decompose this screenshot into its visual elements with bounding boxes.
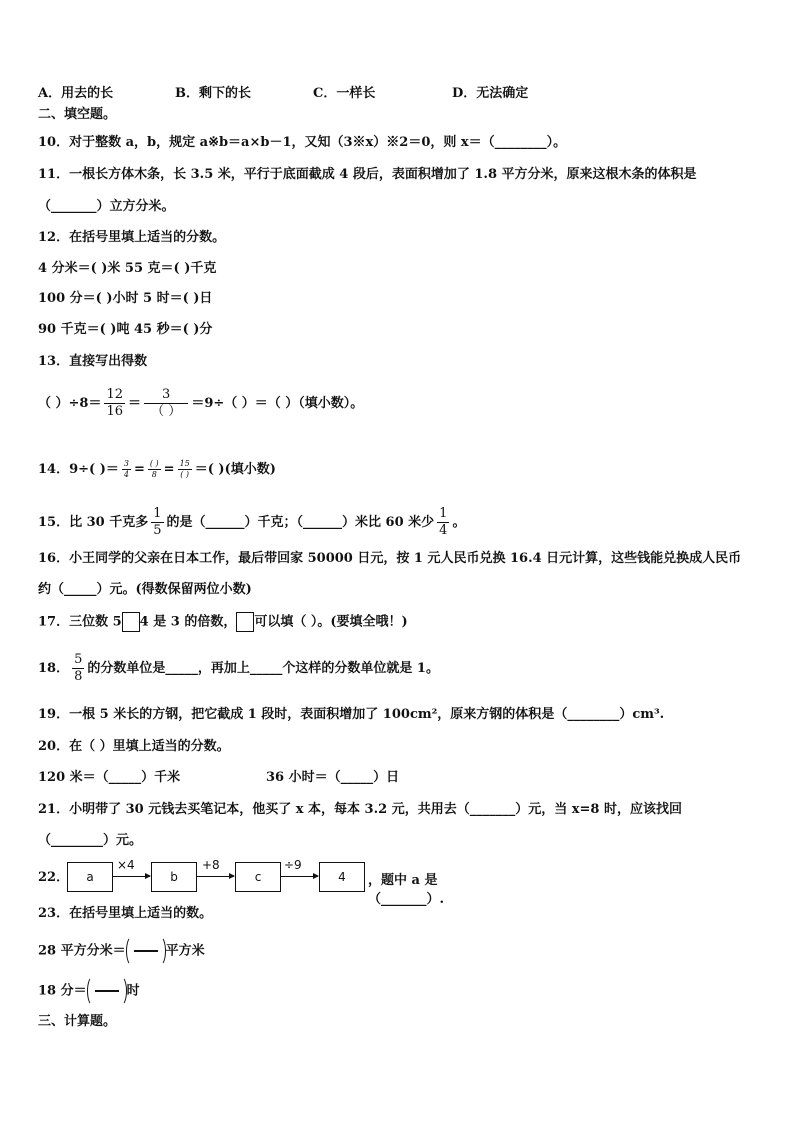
q14-f1-denominator: 4 [123, 470, 129, 479]
option-d: D．无法确定 [452, 86, 529, 101]
flow-arrow-1 [113, 876, 150, 877]
q23-b-right: 时 [126, 983, 140, 999]
question-12-row1: 4 分米＝( )米 55 克＝( )千克 [38, 261, 217, 276]
q18-denominator: 8 [74, 669, 83, 684]
question-10: 10．对于整数 a，b，规定 a※b＝a×b－1，又知（3※x）※2＝0，则 x＝（________）。 [38, 135, 567, 150]
q14-fraction-1 [122, 459, 131, 480]
q17-part-b: 4 是 3 的倍数， [139, 614, 237, 630]
question-20-a: 120 米＝（_____）千米 [38, 770, 181, 785]
flow-op-divide: ÷9 [284, 858, 302, 872]
q13-fraction-2 [144, 387, 188, 420]
question-13-expression [38, 384, 363, 424]
q17-part-c: 可以填（ ）。(要填全哦！) [254, 614, 408, 630]
option-c: C．一样长 [313, 86, 376, 101]
q23-a-right: 平方米 [165, 943, 205, 959]
q14-part-a: 14．9÷( )＝ [38, 462, 119, 477]
q15-f2-numerator: 1 [439, 506, 448, 521]
question-11-line2: （_______）立方分米。 [38, 199, 175, 214]
flow-box-a: a [67, 862, 113, 892]
q13-f2-numerator: 3 [144, 387, 188, 404]
q14-fraction-3 [178, 459, 192, 480]
question-12-row2: 100 分＝( )小时 5 时＝( )日 [38, 291, 213, 306]
question-15 [38, 504, 465, 542]
q14-f3-denominator: ( ) [180, 470, 190, 479]
question-22-number: 22． [38, 870, 70, 885]
question-20: 20．在（ ）里填上适当的分数。 [38, 739, 230, 754]
q15-part-b: 的是（______）千克；（______）米比 60 米少 [166, 515, 435, 530]
q14-f3-numerator: 15 [179, 459, 190, 468]
q13-fraction-1 [104, 387, 125, 420]
question-17 [38, 612, 408, 633]
q14-f2-numerator: ( ) [149, 459, 159, 468]
q15-f1-numerator: 1 [153, 506, 162, 521]
option-a: A．用去的长 [38, 86, 114, 101]
q14-fraction-2 [148, 459, 161, 480]
q13-part-b: ＝9÷（ ）＝（ ）（填小数）。 [191, 396, 364, 411]
flow-box-result: 4 [319, 862, 365, 892]
question-23-a [38, 936, 205, 967]
q18-part-a: 18． [38, 661, 70, 676]
q13-f1-numerator: 12 [106, 387, 124, 402]
question-20-b: 36 小时＝（_____）日 [266, 770, 400, 785]
question-13: 13．直接写出得数 [38, 354, 148, 369]
question-12: 12．在括号里填上适当的分数。 [38, 230, 226, 245]
q17-part-a: 17．三位数 5 [38, 614, 122, 630]
flow-box-c: c [235, 862, 281, 892]
q13-f2-denominator: （ ） [151, 404, 182, 419]
question-21-line1: 21．小明带了 30 元钱去买笔记本，他买了 x 本，每本 3.2 元，共用去（_______）元，当 x=8 时，应该找回 [38, 802, 682, 817]
q15-fraction-1 [151, 506, 163, 539]
flow-op-multiply: ×4 [117, 858, 135, 872]
question-16-line2: 约（_____）元。(得数保留两位小数) [38, 582, 252, 597]
question-12-row3: 90 千克＝( )吨 45 秒＝( )分 [38, 322, 213, 337]
q14-part-b: ＝( )(填小数) [194, 462, 276, 477]
flow-arrow-3 [281, 876, 318, 877]
q13-f1-denominator: 16 [106, 404, 124, 419]
section-heading-fill-blank: 二、填空题。 [38, 107, 117, 122]
q15-fraction-2 [437, 506, 449, 539]
question-11-line1: 11．一根长方体木条，长 3.5 米，平行于底面截成 4 段后，表面积增加了 1.8 平方分米，原来这根木条的体积是 [38, 167, 697, 182]
q17-answer-box [236, 612, 254, 632]
q18-fraction [72, 652, 84, 685]
question-18 [38, 650, 439, 688]
q14-f2-denominator: 8 [151, 470, 157, 479]
option-b: B．剩下的长 [175, 86, 251, 101]
question-16-line1: 16．小王同学的父亲在日本工作，最后带回家 50000 日元，按 1 元人民币兑换 16.4 日元计算，这些钱能兑换成人民币 [38, 551, 742, 566]
flow-op-add: +8 [202, 858, 220, 872]
q15-f1-denominator: 5 [153, 523, 162, 538]
q22-tail: ，题中 a 是（_______）. [368, 873, 445, 907]
q23-a-left: 28 平方分米＝ [38, 943, 126, 959]
q15-part-c: 。 [452, 515, 466, 530]
question-23: 23．在括号里填上适当的数。 [38, 906, 213, 921]
q15-f2-denominator: 4 [439, 523, 448, 538]
question-23-b [38, 976, 140, 1007]
q13-part-a: （ ）÷8＝ [38, 396, 102, 411]
q17-digit-box [122, 612, 140, 632]
q13-equals: ＝ [128, 396, 142, 411]
q15-part-a: 15．比 30 千克多 [38, 515, 149, 530]
q23-b-fraction-paren [87, 976, 127, 1006]
q23-b-left: 18 分＝ [38, 983, 87, 999]
flow-arrow-2 [197, 876, 234, 877]
question-14: 14．9÷( )＝ $\frac{3}{4}$ = $\frac{( )}{8}$ = $\frac{15}{( )}$ ＝( )(填小数) [38, 459, 276, 479]
q18-numerator: 5 [74, 652, 83, 667]
q18-part-b: 的分数单位是_____，再加上_____个这样的分数单位就是 1。 [87, 661, 439, 676]
q23-a-fraction-paren [126, 936, 166, 966]
q14-f1-numerator: 3 [123, 459, 129, 468]
question-19: 19．一根 5 米长的方钢，把它截成 1 段时，表面积增加了 100cm²，原来方钢的体积是（________）cm³. [38, 707, 665, 722]
question-21-line2: （________）元。 [38, 833, 143, 848]
flow-box-b: b [151, 862, 197, 892]
section-heading-calculation: 三、计算题。 [38, 1014, 117, 1029]
